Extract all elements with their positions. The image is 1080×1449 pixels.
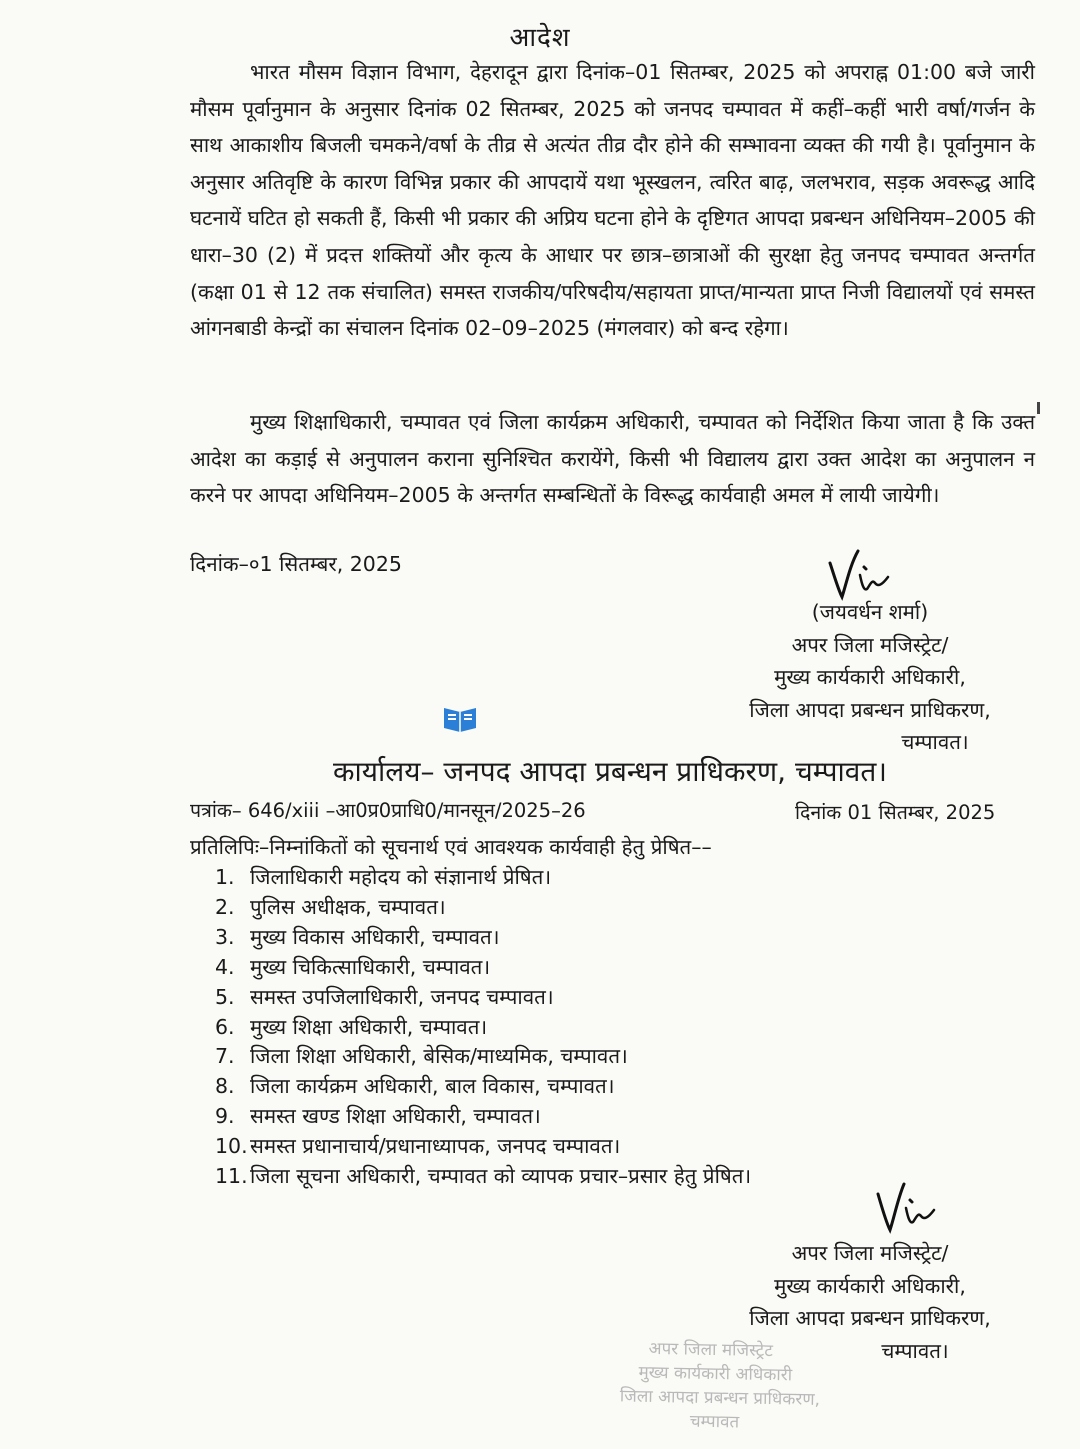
signatory-designation: मुख्य कार्यकारी अधिकारी, <box>774 665 966 689</box>
book-logo-icon <box>440 702 480 734</box>
list-item: 7. जिला शिक्षा अधिकारी, बेसिक/माध्यमिक, चम्पावत। <box>215 1044 628 1069</box>
signatory-place: चम्पावत। <box>881 1338 949 1363</box>
edge-mark <box>1037 402 1040 414</box>
reference-number: पत्रांक– 646/xiii –आ0प्र0प्राधि0/मानसून/2025–26 <box>190 799 586 822</box>
signatory-designation: अपर जिला मजिस्ट्रेट/ <box>791 632 949 657</box>
order-paragraph-2: मुख्य शिक्षाधिकारी, चम्पावत एवं जिला कार्यक्रम अधिकारी, चम्पावत को निर्देशित किया जाता है कि उक्त आदेश का कड़ाई से अनुपालन कराना सुनिश्चित करायेंगे, किसी भी विद्यालय द्वारा उक्त आदेश का अनुपालन न करने पर आपदा अधिनियम–2005 के अन्तर्गत सम्बन्धितों के विरूद्ध कार्यवाही अमल में लायी जायेगी। <box>190 410 1035 508</box>
list-item: 4. मुख्य चिकित्साधिकारी, चम्पावत। <box>215 954 491 979</box>
copy-to-heading: प्रतिलिपिः–निम्नांकितों को सूचनार्थ एवं आवश्यक कार्यवाही हेतु प्रेषित–– <box>190 835 712 859</box>
signatory-designation: जिला आपदा प्रबन्धन प्राधिकरण, <box>749 697 991 722</box>
signatory-designation: अपर जिला मजिस्ट्रेट/ <box>791 1241 949 1265</box>
list-item: 9. समस्त खण्ड शिक्षा अधिकारी, चम्पावत। <box>215 1104 541 1129</box>
signatory-block-1 <box>700 596 1040 759</box>
order-paragraph-1: भारत मौसम विज्ञान विभाग, देहरादून द्वारा दिनांक–01 सितम्बर, 2025 को अपराह्न 01:00 बजे जारी मौसम पूर्वानुमान के अनुसार दिनांक 02 सितम्बर, 2025 को जनपद चम्पावत में कहीं–कहीं भारी वर्षा/गर्जन के साथ आकाशीय बिजली चमकने/वर्षा के तीव्र से अत्यंत तीव्र दौर होने की सम्भावना व्यक्त की गयी है। पूर्वानुमान के अनुसार अतिवृष्टि के कारण विभिन्न प्रकार की आपदायें यथा भूस्खलन, त्वरित बाढ़, जलभराव, सड़क अवरूद्ध आदि घटनायें घटित हो सकती हैं, किसी भी प्रकार की अप्रिय घटना होने के दृष्टिगत आपदा प्रबन्धन अधिनियम–2005 की धारा–30 (2) में प्रदत्त शक्तियों और कृत्य के आधार पर छात्र–छात्राओं की सुरक्षा हेतु जनपद चम्पावत अन्तर्गत (कक्षा 01 से 12 तक संचालित) समस्त राजकीय/परिषदीय/सहायता प्राप्त/मान्यता प्राप्त निजी विद्यालयों एवं समस्त आंगनबाडी केन्द्रों का संचालन दिनांक 02–09–2025 (मंगलवार) को बन्द रहेगा। <box>190 60 1035 341</box>
list-item: 5. समस्त उपजिलाधिकारी, जनपद चम्पावत। <box>215 984 554 1009</box>
office-header: कार्यालय– जनपद आपदा प्रबन्धन प्राधिकरण, चम्पावत। <box>333 755 887 788</box>
list-item: 1. जिलाधिकारी महोदय को संज्ञानार्थ प्रेषित। <box>215 865 552 889</box>
signature-icon <box>870 1180 950 1238</box>
list-item: 2. पुलिस अधीक्षक, चम्पावत। <box>215 894 446 919</box>
list-item: 10. समस्त प्रधानाचार्य/प्रधानाध्यापक, जनपद चम्पावत। <box>215 1134 621 1159</box>
reference-date: दिनांक 01 सितम्बर, 2025 <box>795 801 996 824</box>
list-item: 6. मुख्य शिक्षा अधिकारी, चम्पावत। <box>215 1014 488 1039</box>
signatory-name: (जयवर्धन शर्मा) <box>811 600 929 624</box>
order-date: दिनांक–०1 सितम्बर, 2025 <box>190 552 402 576</box>
list-item: 8. जिला कार्यक्रम अधिकारी, बाल विकास, चम्पावत। <box>215 1074 615 1099</box>
office-stamp: अपर जिला मजिस्ट्रेट मुख्य कार्यकारी अधिकारी जिला आपदा प्रबन्धन प्राधिकरण, चम्पावत <box>619 1338 821 1433</box>
copy-to-list <box>215 863 751 1192</box>
list-item: 11. जिला सूचना अधिकारी, चम्पावत को व्यापक प्रचार–प्रसार हेतु प्रेषित। <box>215 1164 752 1189</box>
list-item: 3. मुख्य विकास अधिकारी, चम्पावत। <box>215 924 500 949</box>
signatory-place: चम्पावत। <box>901 730 969 754</box>
order-title: आदेश <box>509 23 571 53</box>
signatory-designation: मुख्य कार्यकारी अधिकारी, <box>774 1273 966 1298</box>
signatory-designation: जिला आपदा प्रबन्धन प्राधिकरण, <box>749 1306 991 1330</box>
